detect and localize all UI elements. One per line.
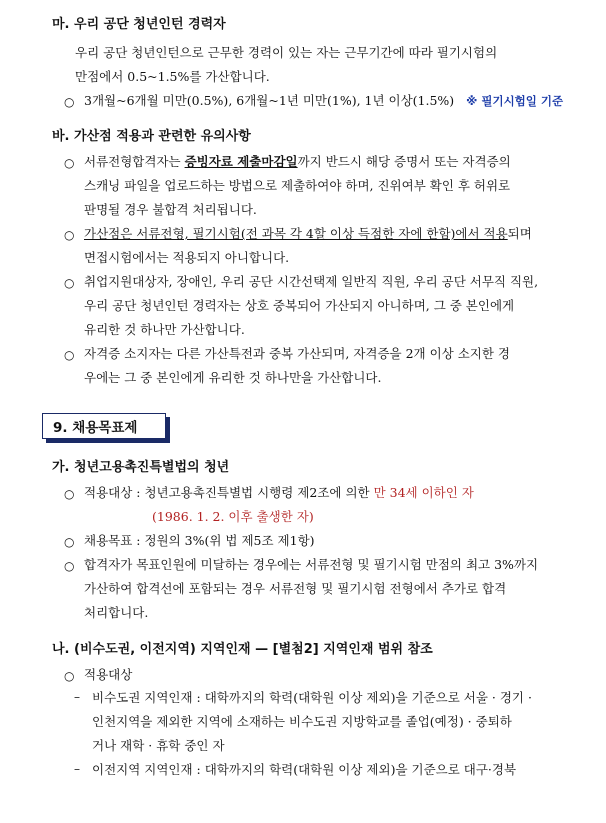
na-item1: 적용대상 xyxy=(84,667,133,682)
ba-item2-line2: 면접시험에서는 적용되지 아니합니다. xyxy=(84,250,290,265)
bullet-circle-icon: ○ xyxy=(64,95,75,109)
ba-item4-line1: 자격증 소지자는 다른 가산특전과 중복 가산되며, 자격증을 2개 이상 소지한 경 xyxy=(84,346,510,361)
ba-item1-deadline: 증빙자료 제출마감일 xyxy=(184,154,298,169)
ga-item3-line1: 합격자가 목표인원에 미달하는 경우에는 서류전형 및 필기시험 만점의 최고 3%까지 xyxy=(84,557,539,572)
bullet-circle-icon: ○ xyxy=(64,535,75,549)
bullet-circle-icon: ○ xyxy=(64,156,75,170)
ma-paragraph-line1: 우리 공단 청년인턴으로 근무한 경력이 있는 자는 근무기간에 따라 필기시험의 xyxy=(75,45,498,60)
ga-item1-line1 xyxy=(84,484,474,502)
ga-item1-a: 적용대상 : 청년고용촉진특별법 시행령 제2조에 의한 xyxy=(84,485,374,500)
ma-paragraph-line2: 만점에서 0.5~1.5%를 가산합니다. xyxy=(75,69,270,84)
dash-icon: – xyxy=(74,762,80,776)
na-dash2-line1: 이전지역 지역인재 : 대학까지의 학력(대학원 이상 제외)을 기준으로 대구·경북 xyxy=(92,762,517,777)
ba-item1-line1 xyxy=(84,153,511,171)
ba-item3-line2: 우리 공단 청년인턴 경력자는 상호 중복되어 가산되지 아니하며, 그 중 본인에게 xyxy=(84,298,515,313)
bullet-circle-icon: ○ xyxy=(64,487,75,501)
ba-item1-line2: 스캐닝 파일을 업로드하는 방법으로 제출하여야 하며, 진위여부 확인 후 허위로 xyxy=(84,178,511,193)
na-dash1-line3: 거나 재학 · 휴학 중인 자 xyxy=(92,738,225,753)
na-dash1-line2: 인천지역을 제외한 지역에 소재하는 비수도권 지방학교를 졸업(예정) · 중퇴하 xyxy=(92,714,512,729)
bullet-circle-icon: ○ xyxy=(64,228,75,242)
section9-title: 9. 채용목표제 xyxy=(53,420,138,436)
bullet-circle-icon: ○ xyxy=(64,669,75,683)
section-na-heading: 나. (비수도권, 이전지역) 지역인재 — [별첨2] 지역인재 범위 참조 xyxy=(52,642,433,657)
ba-item1-c: 까지 반드시 해당 증명서 또는 자격증의 xyxy=(297,154,511,169)
section9-title-box xyxy=(42,413,166,439)
ba-item3-line1: 취업지원대상자, 장애인, 우리 공단 시간선택제 일반직 직원, 우리 공단 서무직 직원, xyxy=(84,274,539,289)
bullet-circle-icon: ○ xyxy=(64,559,75,573)
bullet-circle-icon: ○ xyxy=(64,348,75,362)
ba-item4-line2: 우에는 그 중 본인에게 유리한 것 하나만을 가산합니다. xyxy=(84,370,382,385)
ma-item1 xyxy=(84,92,563,110)
ma-item1-text: 3개월~6개월 미만(0.5%), 6개월~1년 미만(1%), 1년 이상(1.5%) xyxy=(84,93,455,108)
ma-item1-note: ※ 필기시험일 기준 xyxy=(466,94,564,108)
bullet-circle-icon: ○ xyxy=(64,276,75,290)
ga-item1-age: 만 34세 이하인 자 xyxy=(373,485,474,500)
ba-item2-line1 xyxy=(84,225,532,243)
ba-item1-a: 서류전형합격자는 xyxy=(84,154,185,169)
ba-item2-tail: 되며 xyxy=(507,226,532,241)
dash-icon: – xyxy=(74,690,80,704)
ba-item1-line3: 판명될 경우 불합격 처리됩니다. xyxy=(84,202,257,217)
ba-item3-line3: 유리한 것 하나만 가산합니다. xyxy=(84,322,245,337)
section-ga-heading: 가. 청년고용촉진특별법의 청년 xyxy=(52,460,230,475)
ba-item2-underlined: 가산점은 서류전형, 필기시험(전 과목 각 4할 이상 득점한 자에 한함)에서 적용 xyxy=(84,226,508,241)
section-ma-heading: 마. 우리 공단 청년인턴 경력자 xyxy=(52,17,226,32)
ga-item2: 채용목표 : 정원의 3%(위 법 제5조 제1항) xyxy=(84,533,315,548)
ga-item3-line2: 가산하여 합격선에 포함되는 경우 서류전형 및 필기시험 전형에서 추가로 합격 xyxy=(84,581,507,596)
ga-item1-line2: (1986. 1. 2. 이후 출생한 자) xyxy=(152,509,314,524)
ga-item3-line3: 처리합니다. xyxy=(84,605,149,620)
section-ba-heading: 바. 가산점 적용과 관련한 유의사항 xyxy=(52,129,251,144)
na-dash1-line1: 비수도권 지역인재 : 대학까지의 학력(대학원 이상 제외)을 기준으로 서울 · 경기 · xyxy=(92,690,532,705)
